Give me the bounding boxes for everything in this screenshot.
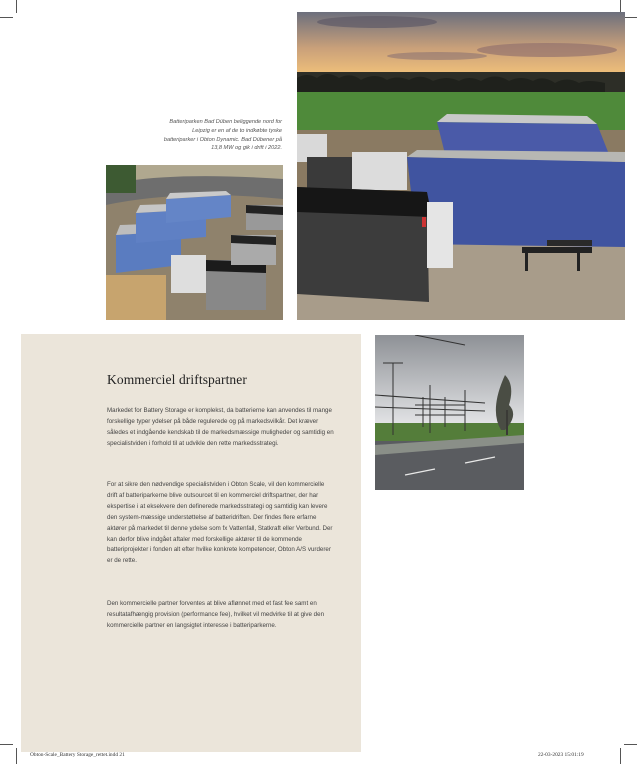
section-heading: Kommerciel driftspartner — [107, 372, 247, 387]
crop-mark — [624, 17, 637, 18]
battery-park-sunset-photo — [297, 12, 625, 320]
paragraph: For at sikre den nødvendige specialistviden i Obton Scale, vil den kommercielle drift af batteriparkerne blive outsourcet til en kommerciel driftspartner, der har ekspertise i at eksekvere den definerede markedsstrategi og samtidig kan levere den system-mæssige understøttelse af batteridriften. Der findes flere erfarne aktører på markedet til denne ydelse som fx Vattenfall, Statkraft eller Verbund. Der kan derfor blive indgået aftaler med forskellige aktører til de kommende batteriprojekter i fonden alt efter hvilke konkrete kompetencer, Obton A/S vurderer er de rette. — [107, 481, 333, 565]
crop-mark — [16, 748, 17, 764]
crop-mark — [624, 744, 637, 745]
crop-mark — [16, 0, 17, 13]
crop-mark — [0, 17, 13, 18]
crop-mark — [0, 744, 13, 745]
paragraph: Markedet for Battery Storage er komplekst, da batterierne kan anvendes til mange forskellige typer ydelser på både regulerede og på markedsvilkår. Det kræver således et indgående kendskab til de markedsmæssige muligheder og samtidig en specialistviden i forhold til at udvikle den rette markedsstrategi. — [107, 407, 334, 447]
footer-filename: Obton-Scale_Battery Storage_rettet.indd 21 — [30, 752, 125, 758]
footer-timestamp: 22-03-2023 15:01:19 — [538, 752, 584, 758]
crop-mark — [620, 748, 621, 764]
paragraph: Den kommercielle partner forventes at blive aflønnet med et fast fee samt en resultatafhængig provision (performance fee), hvilket vil medvirke til at give den kommercielle partner en langsigtet interesse i batteriparkerne. — [107, 600, 325, 629]
photo-caption: Batteriparken Bad Düben beliggende nord for Leipzig er en af de to indkøbte tyske batteriparker i Obton Dynamic. Bad Dübener på 13,8 MW og gik i drift i 2022. — [163, 119, 282, 152]
substation-road-photo — [375, 335, 524, 490]
aerial-battery-park-photo — [106, 165, 283, 320]
